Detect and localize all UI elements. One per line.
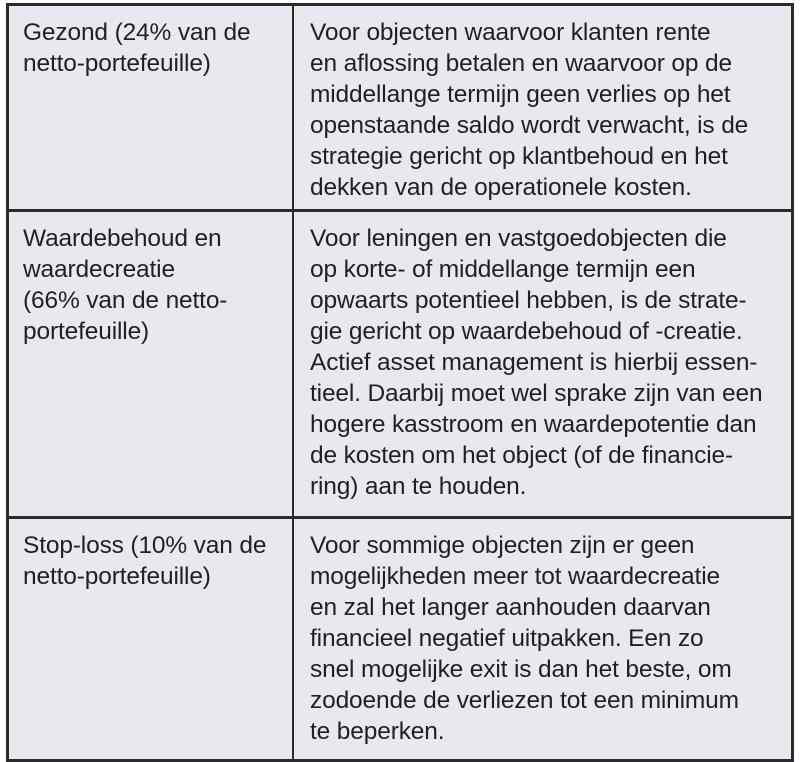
row-waardebehoud-description-cell <box>293 211 793 518</box>
row-gezond-label-cell <box>8 5 294 211</box>
text-line: Voor objecten waarvoor klanten rente <box>310 19 711 46</box>
text-line: en aflossing betalen en waarvoor op de <box>310 50 732 77</box>
text-line: Voor sommige objecten zijn er geen <box>310 532 695 559</box>
text-line: netto-portefeuille) <box>23 563 211 590</box>
text-line: dekken van de operationele kosten. <box>310 174 692 201</box>
row-stoploss-label-cell <box>8 518 294 761</box>
text-line: snel mogelijke exit is dan het beste, om <box>310 656 732 683</box>
row-gezond <box>8 5 793 211</box>
text-line: Waardebehoud en <box>23 225 222 252</box>
text-line: portefeuille) <box>23 318 150 345</box>
row-gezond-label-text <box>9 6 292 85</box>
text-line: Voor leningen en vastgoedobjecten die <box>310 225 727 252</box>
row-waardebehoud-label-cell <box>8 211 294 518</box>
text-line: zodoende de verliezen tot een minimum <box>310 687 739 714</box>
text-line: te beperken. <box>310 718 445 745</box>
text-line: Gezond (24% van de <box>23 19 251 46</box>
text-line: Stop-loss (10% van de <box>23 532 267 559</box>
text-line: opwaarts potentieel hebben, is de strate- <box>310 287 747 314</box>
text-line: gie gericht op waardebehoud of -creatie. <box>310 318 743 345</box>
text-line: mogelijkheden meer tot waardecreatie <box>310 563 720 590</box>
row-stoploss <box>8 518 793 761</box>
row-waardebehoud <box>8 211 793 518</box>
row-stoploss-description-cell <box>293 518 793 761</box>
text-line: op korte- of middellange termijn een <box>310 256 696 283</box>
table-body <box>8 5 793 761</box>
portfolio-strategy-table <box>6 3 794 762</box>
text-line: middellange termijn geen verlies op het <box>310 81 731 108</box>
text-line: netto-portefeuille) <box>23 50 211 77</box>
row-gezond-description-cell <box>293 5 793 211</box>
row-gezond-description-text <box>294 6 791 209</box>
text-line: (66% van de netto- <box>23 287 228 314</box>
text-line: openstaande saldo wordt verwacht, is de <box>310 112 749 139</box>
text-line: waardecreatie <box>23 256 175 283</box>
text-line: financieel negatief uitpakken. Een zo <box>310 625 704 652</box>
text-line: hogere kasstroom en waardepotentie dan <box>310 411 757 438</box>
text-line: Actief asset management is hierbij essen- <box>310 349 758 376</box>
text-line: strategie gericht op klantbehoud en het <box>310 143 728 170</box>
row-stoploss-label-text <box>9 519 292 598</box>
row-waardebehoud-label-text <box>9 212 292 353</box>
text-line: en zal het langer aanhouden daarvan <box>310 594 711 621</box>
row-stoploss-description-text <box>294 519 791 759</box>
text-line: tieel. Daarbij moet wel sprake zijn van een <box>310 380 763 407</box>
row-waardebehoud-description-text <box>294 212 791 516</box>
text-line: de kosten om het object (of de financie- <box>310 442 734 469</box>
text-line: ring) aan te houden. <box>310 473 527 500</box>
